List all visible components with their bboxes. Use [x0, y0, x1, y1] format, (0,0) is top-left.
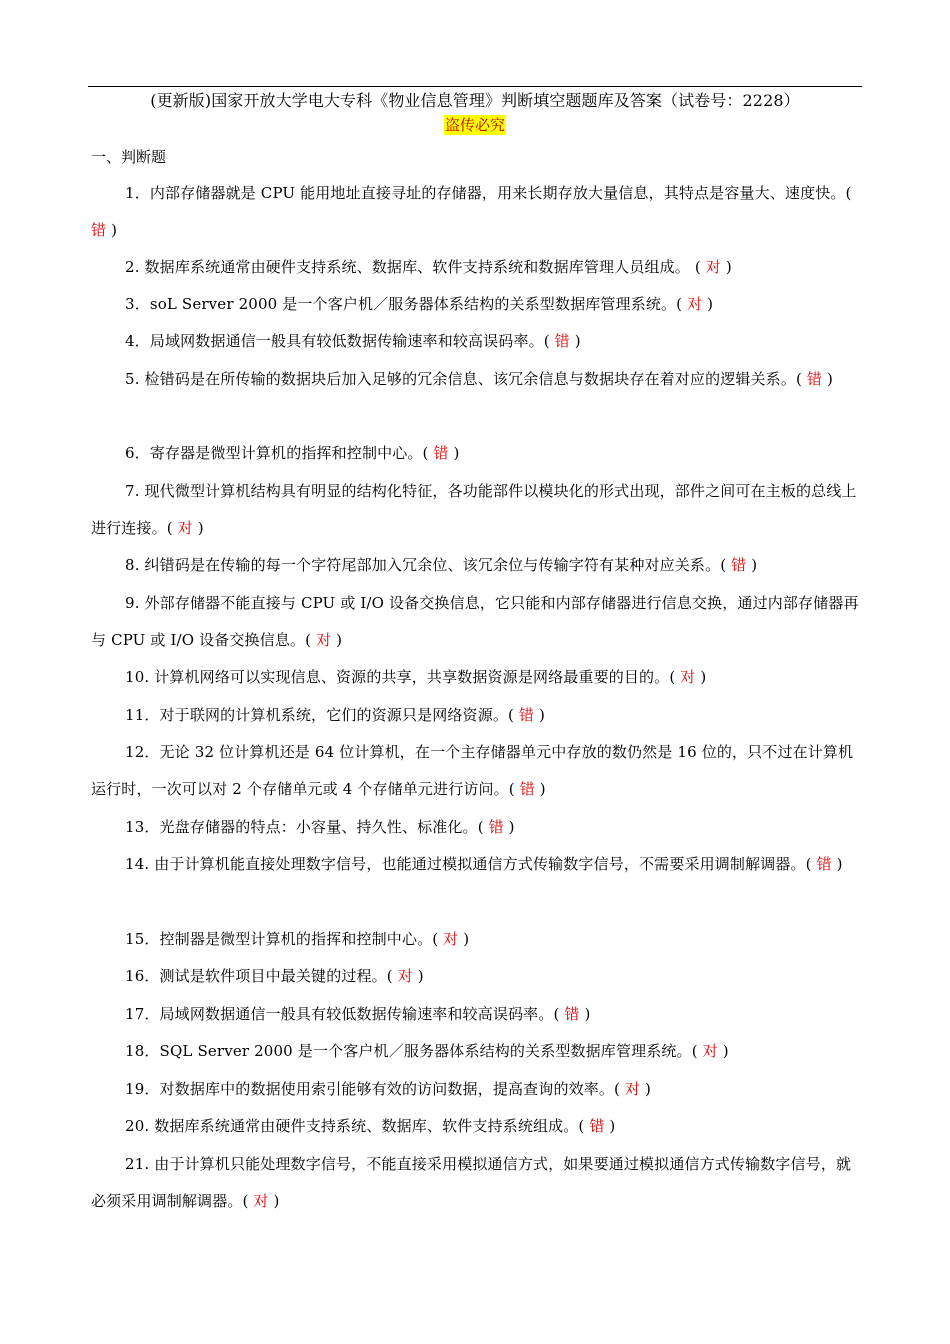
answer-mark: 错: [433, 444, 449, 462]
answer-mark: 错: [589, 1117, 605, 1135]
question-text: 6．寄存器是微型计算机的指挥和控制中心。(: [125, 444, 434, 462]
answer-close: ): [106, 221, 118, 239]
question-text: 11．对于联网的计算机系统，它们的资源只是网络资源。(: [125, 706, 519, 724]
question-item: [91, 473, 861, 547]
answer-close: ): [746, 556, 758, 574]
question-item: [91, 996, 861, 1033]
answer-close: ): [458, 930, 470, 948]
question-item: [91, 175, 861, 249]
question-item: [91, 1108, 861, 1145]
answer-close: ): [695, 668, 707, 686]
answer-mark: 错: [554, 332, 570, 350]
answer-mark: 对: [687, 295, 703, 313]
question-item: [91, 323, 861, 360]
answer-close: ): [534, 706, 545, 724]
question-item: [91, 697, 861, 734]
answer-close: ): [640, 1080, 652, 1098]
question-item: [91, 286, 861, 323]
answer-mark: 对: [705, 258, 721, 276]
answer-mark: 对: [624, 1080, 641, 1098]
question-text: 7. 现代微型计算机结构具有明显的结构化特征，各功能部件以模块化的形式出现，部件之间可在主板的总线上进行连接。(: [91, 482, 857, 537]
answer-mark: 错: [731, 556, 747, 574]
answer-close: ): [720, 258, 732, 276]
question-item: [91, 734, 861, 808]
question-text: 20. 数据库系统通常由硬件支持系统、数据库、软件支持系统组成。(: [125, 1117, 590, 1135]
answer-mark: 错: [564, 1005, 580, 1023]
answer-mark: 对: [680, 668, 696, 686]
question-text: 8. 纠错码是在传输的每一个字符尾部加入冗余位、该冗余位与传输字符有某种对应关系。(: [125, 556, 732, 574]
answer-close: ): [268, 1192, 280, 1210]
answer-mark: 对: [316, 631, 332, 649]
question-item: [91, 547, 861, 584]
section-heading: 一、判断题: [91, 148, 167, 166]
answer-close: ): [569, 332, 581, 350]
question-text: 9. 外部存储器不能直接与 CPU 或 I/O 设备交换信息，它只能和内部存储器进行信息交换，通过内部存储器再与 CPU 或 I/O 设备交换信息。(: [91, 594, 859, 649]
question-text: 3．soL Server 2000 是一个客户机／服务器体系结构的关系型数据库管理系统。(: [125, 295, 688, 313]
question-item: [91, 809, 861, 846]
answer-close: ): [579, 1005, 591, 1023]
answer-close: ): [192, 519, 204, 537]
question-text: 10. 计算机网络可以实现信息、资源的共享，共享数据资源是网络最重要的目的。(: [125, 668, 681, 686]
answer-mark: 对: [253, 1192, 269, 1210]
question-text: 15．控制器是微型计算机的指挥和控制中心。(: [125, 930, 444, 948]
question-item: [91, 249, 861, 286]
answer-close: ): [503, 818, 515, 836]
answer-close: ): [604, 1117, 616, 1135]
answer-mark: 错: [518, 706, 535, 724]
question-text: 5. 检错码是在所传输的数据块后加入足够的冗余信息、该冗余信息与数据块存在着对应的逻辑关系。(: [125, 370, 807, 388]
document-title: (更新版)国家开放大学电大专科《物业信息管理》判断填空题题库及答案（试卷号：2228）: [150, 91, 800, 110]
answer-close: ): [534, 780, 546, 798]
question-item: [91, 1033, 861, 1070]
question-text: 21. 由于计算机只能处理数字信号，不能直接采用模拟通信方式，如果要通过模拟通信方式传输数字信号，就必须采用调制解调器。(: [91, 1155, 852, 1210]
question-item: [91, 1071, 861, 1108]
question-item: [91, 585, 861, 659]
question-item: [91, 846, 861, 883]
question-item: [91, 1146, 861, 1220]
answer-close: ): [331, 631, 343, 649]
question-text: 18．SQL Server 2000 是一个客户机／服务器体系结构的关系型数据库管理系统。(: [125, 1042, 703, 1060]
answer-close: ): [448, 444, 460, 462]
answer-mark: 错: [816, 855, 832, 873]
question-item: [91, 921, 861, 958]
answer-close: ): [831, 855, 843, 873]
answer-mark: 对: [702, 1042, 718, 1060]
question-item: [91, 361, 861, 398]
question-text: 17．局域网数据通信一般具有较低数据传输速率和较高误码率。(: [125, 1005, 565, 1023]
question-text: 16．测试是软件项目中最关键的过程。(: [125, 967, 398, 985]
piracy-stamp: 盗传必究: [444, 116, 505, 134]
answer-mark: 错: [806, 370, 823, 388]
answer-mark: 对: [443, 930, 459, 948]
answer-mark: 对: [397, 967, 413, 985]
answer-close: ): [822, 370, 833, 388]
question-text: 4．局域网数据通信一般具有较低数据传输速率和较高误码率。(: [125, 332, 555, 350]
answer-close: ): [702, 295, 714, 313]
answer-close: ): [717, 1042, 729, 1060]
header-rule: [88, 86, 862, 87]
question-item: [91, 659, 861, 696]
question-item: [91, 435, 861, 472]
answer-mark: 对: [177, 519, 193, 537]
stamp-row: [0, 115, 950, 135]
answer-mark: 错: [519, 780, 535, 798]
question-text: 13．光盘存储器的特点：小容量、持久性、标准化。(: [125, 818, 489, 836]
question-item: [91, 958, 861, 995]
question-text: 12．无论 32 位计算机还是 64 位计算机，在一个主存储器单元中存放的数仍然是 16 位的，只不过在计算机运行时，一次可以对 2 个存储单元或 4 个存储单元进行访问。(: [91, 743, 854, 798]
answer-close: ): [412, 967, 424, 985]
answer-mark: 错: [91, 221, 107, 239]
question-text: 2. 数据库系统通常由硬件支持系统、数据库、软件支持系统和数据库管理人员组成。 (: [125, 258, 706, 276]
question-text: 14. 由于计算机能直接处理数字信号，也能通过模拟通信方式传输数字信号，不需要采用调制解调器。(: [125, 855, 817, 873]
question-text: 1．内部存储器就是 CPU 能用地址直接寻址的存储器，用来长期存放大量信息，其特点是容量大、速度快。(: [125, 184, 852, 202]
answer-mark: 错: [488, 818, 504, 836]
question-text: 19．对数据库中的数据使用索引能够有效的访问数据，提高查询的效率。(: [125, 1080, 625, 1098]
